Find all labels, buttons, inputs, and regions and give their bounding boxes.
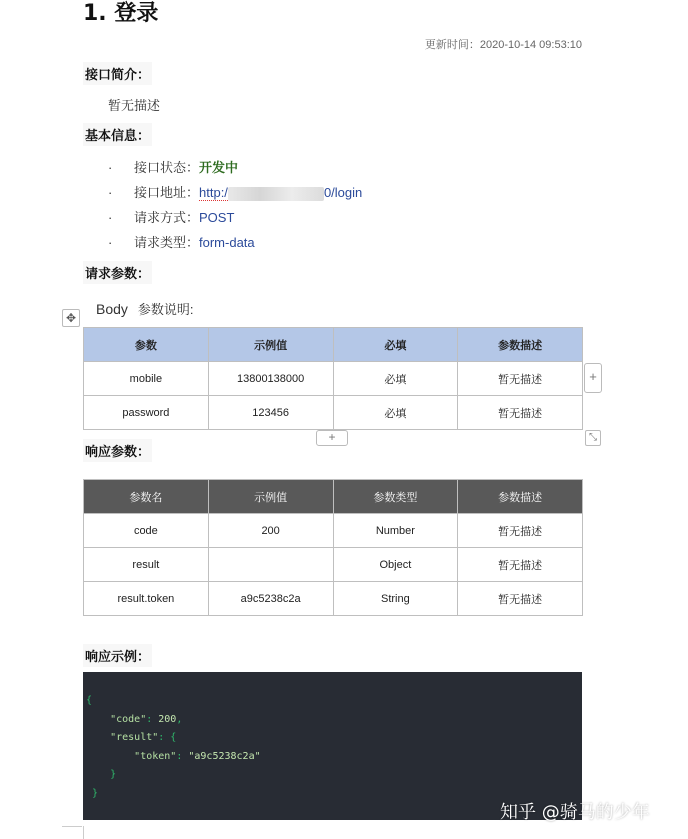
table-header: 示例值 — [208, 480, 333, 514]
table-cell[interactable]: mobile — [84, 362, 209, 396]
divider — [83, 826, 84, 839]
blurred-url — [228, 187, 324, 201]
table-cell[interactable]: 必填 — [333, 396, 458, 430]
table-cell[interactable]: result — [84, 548, 209, 582]
updated-time: 更新时间：2020-10-14 09:53:10 — [424, 39, 582, 51]
table-header: 参数描述 — [458, 328, 583, 362]
bullet: · — [108, 235, 113, 250]
table-cell[interactable]: String — [333, 582, 458, 616]
intro-text: 暂无描述 — [108, 98, 161, 113]
table-header: 必填 — [333, 328, 458, 362]
json-key: "code" — [110, 713, 147, 725]
status-value: 开发中 — [199, 160, 239, 175]
table-cell[interactable]: 暂无描述 — [458, 548, 583, 582]
info-label: 请求类型： — [134, 235, 200, 250]
info-type — [108, 232, 255, 251]
table-row — [84, 514, 583, 548]
table-cell[interactable]: 123456 — [208, 396, 333, 430]
info-label: 接口地址： — [134, 185, 200, 200]
plus-icon: + — [328, 430, 336, 444]
method-value: POST — [199, 210, 235, 225]
url-prefix[interactable]: http:/ — [199, 185, 228, 200]
info-url — [108, 182, 362, 201]
table-header-row — [84, 480, 583, 514]
table-row — [84, 396, 583, 430]
request-heading: 请求参数： — [83, 261, 152, 284]
table-row — [84, 548, 583, 582]
example-heading: 响应示例： — [83, 644, 152, 667]
bullet: · — [108, 210, 113, 225]
table-cell[interactable]: 暂无描述 — [458, 362, 583, 396]
json-key: "token" — [134, 750, 177, 762]
watermark: 知乎 @骑马的少年 — [500, 802, 650, 823]
json-value: "a9c5238c2a" — [188, 750, 261, 762]
table-header-row — [84, 328, 583, 362]
table-header: 参数名 — [84, 480, 209, 514]
page-title: 1. 登录 — [83, 1, 159, 26]
info-label: 请求方式： — [134, 210, 200, 225]
table-cell[interactable] — [208, 548, 333, 582]
table-row — [84, 582, 583, 616]
divider — [62, 826, 82, 827]
info-status — [108, 157, 238, 176]
bullet: · — [108, 185, 113, 200]
table-cell[interactable]: 200 — [208, 514, 333, 548]
basic-heading: 基本信息： — [83, 123, 152, 146]
body-label: Body — [96, 301, 128, 317]
table-cell[interactable]: code — [84, 514, 209, 548]
table-cell[interactable]: Number — [333, 514, 458, 548]
json-value: 200 — [158, 713, 177, 725]
table-header: 参数描述 — [458, 480, 583, 514]
response-example-code[interactable]: { "code": 200, "result": { "token": "a9c5238c2a" } } — [83, 672, 582, 820]
table-cell[interactable]: result.token — [84, 582, 209, 616]
response-table — [83, 479, 583, 616]
table-cell[interactable]: 必填 — [333, 362, 458, 396]
info-label: 接口状态： — [134, 160, 200, 175]
resize-icon[interactable]: ⤡ — [585, 430, 601, 446]
table-cell[interactable]: 暂无描述 — [458, 582, 583, 616]
request-table — [83, 327, 583, 430]
plus-icon: + — [589, 369, 597, 384]
add-row-button[interactable] — [316, 430, 348, 446]
table-header: 示例值 — [208, 328, 333, 362]
table-row — [84, 362, 583, 396]
move-icon[interactable]: ✥ — [62, 309, 80, 327]
table-cell[interactable]: 13800138000 — [208, 362, 333, 396]
url-suffix[interactable]: 0/login — [323, 185, 363, 200]
table-cell[interactable]: a9c5238c2a — [208, 582, 333, 616]
add-column-button[interactable] — [584, 363, 602, 393]
json-key: "result" — [110, 732, 159, 743]
table-header: 参数 — [84, 328, 209, 362]
table-cell[interactable]: 暂无描述 — [458, 514, 583, 548]
table-cell[interactable]: Object — [333, 548, 458, 582]
type-value: form-data — [199, 235, 255, 250]
info-method — [108, 207, 234, 226]
param-desc-label: 参数说明: — [137, 302, 194, 317]
response-heading: 响应参数： — [83, 439, 152, 462]
body-line — [96, 299, 194, 318]
intro-heading: 接口简介： — [83, 62, 152, 85]
table-cell[interactable]: password — [84, 396, 209, 430]
bullet: · — [108, 160, 113, 175]
table-cell[interactable]: 暂无描述 — [458, 396, 583, 430]
table-header: 参数类型 — [333, 480, 458, 514]
